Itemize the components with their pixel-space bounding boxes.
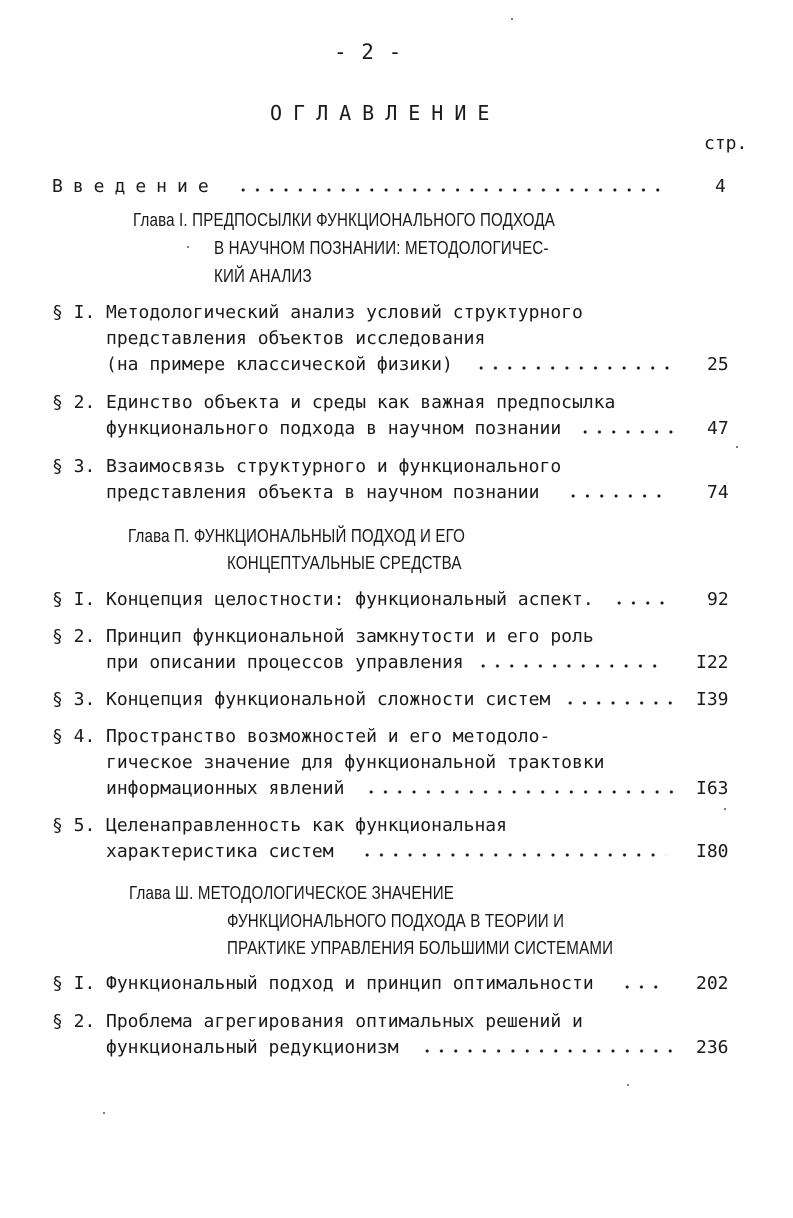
page-ref: 25	[707, 354, 729, 375]
page-ref: 74	[707, 482, 729, 503]
section-mark: § 4.	[52, 726, 96, 747]
dot-leader	[563, 701, 675, 705]
section-title-line: (на примере классической физики)	[106, 354, 453, 375]
section-mark: § I.	[52, 589, 96, 610]
chapter-title-line: В НАУЧНОМ ПОЗНАНИИ: МЕТОДОЛОГИЧЕС-	[214, 238, 549, 258]
chapter-title-line: КОНЦЕПТУАЛЬНЫЕ СРЕДСТВА	[227, 553, 462, 573]
dot-leader	[474, 366, 674, 370]
dot-leader	[364, 790, 676, 794]
section-title-line: при описании процессов управления	[106, 652, 464, 673]
section-title-line: Концепция функциональной сложности систем	[106, 689, 551, 710]
page-ref: 236	[696, 1037, 729, 1058]
section-mark: § 5.	[52, 815, 96, 836]
chapter-title-line: Глава Ш. МЕТОДОЛОГИЧЕСКОЕ ЗНАЧЕНИЕ	[129, 883, 455, 903]
page-ref: I80	[696, 841, 729, 862]
dot-leader	[420, 1049, 674, 1053]
toc-heading: ОГЛАВЛЕНИЕ	[270, 101, 501, 125]
section-title-line: гическое значение для функциональной трактовки	[106, 752, 605, 773]
scan-speck	[627, 1084, 629, 1086]
section-title-line: Методологический анализ условий структурного	[106, 302, 583, 323]
chapter-title-line: ФУНКЦИОНАЛЬНОГО ПОДХОДА В ТЕОРИИ И	[227, 911, 565, 931]
chapter-title-line: Глава I. ПРЕДПОСЫЛКИ ФУНКЦИОНАЛЬНОГО ПОДХОДА	[133, 210, 556, 230]
dot-leader	[620, 985, 666, 989]
dot-leader	[360, 853, 666, 857]
page-column-label: стр.	[704, 133, 748, 154]
dot-leader	[578, 430, 674, 434]
scan-speck	[724, 808, 726, 810]
section-mark: § 3.	[52, 689, 96, 710]
page-ref: I39	[696, 689, 729, 710]
section-mark: § I.	[52, 973, 96, 994]
intro-label: Введение	[52, 176, 219, 197]
scan-speck	[103, 1112, 105, 1114]
section-title-line: характеристика систем	[106, 841, 334, 862]
chapter-title-line: ПРАКТИКЕ УПРАВЛЕНИЯ БОЛЬШИМИ СИСТЕМАМИ	[227, 938, 614, 958]
page-ref: 47	[707, 418, 729, 439]
section-mark: § 2.	[52, 626, 96, 647]
section-title-line: Пространство возможностей и его методоло-	[106, 726, 551, 747]
section-title-line: Единство объекта и среды как важная предпосылка	[106, 392, 616, 413]
page-ref: 202	[696, 973, 729, 994]
section-title-line: функциональный редукционизм	[106, 1037, 399, 1058]
section-title-line: информационных явлений	[106, 778, 345, 799]
dot-leader	[476, 664, 666, 668]
chapter-title-line: КИЙ АНАЛИЗ	[214, 266, 312, 286]
dot-leader	[612, 601, 666, 605]
section-title-line: Принцип функциональной замкнутости и его роль	[106, 626, 594, 647]
section-title-line: представления объекта в научном познании	[106, 482, 540, 503]
chapter-title-line: Глава П. ФУНКЦИОНАЛЬНЫЙ ПОДХОД И ЕГО	[128, 526, 466, 546]
section-title-line: Проблема агрегирования оптимальных решений и	[106, 1011, 583, 1032]
scan-speck	[736, 446, 738, 448]
dot-leader	[236, 188, 666, 192]
section-mark: § 2.	[52, 1011, 96, 1032]
page-number: - 2 -	[334, 40, 403, 64]
page-ref: I22	[696, 652, 729, 673]
section-title-line: Взаимосвязь структурного и функционального	[106, 456, 562, 477]
section-mark: § 3.	[52, 456, 96, 477]
section-title-line: Целенаправленность как функциональная	[106, 815, 507, 836]
section-title-line: функционального подхода в научном познании	[106, 418, 562, 439]
scan-speck	[187, 246, 189, 248]
section-title-line: Концепция целостности: функциональный аспект.	[106, 589, 594, 610]
scan-speck	[511, 18, 513, 20]
section-title-line: Функциональный подход и принцип оптимальности	[106, 973, 594, 994]
section-title-line: представления объектов исследования	[106, 328, 486, 349]
page-ref: I63	[696, 778, 729, 799]
dot-leader	[566, 494, 666, 498]
page-ref: 4	[715, 176, 726, 197]
page-ref: 92	[707, 589, 729, 610]
section-mark: § I.	[52, 302, 96, 323]
section-mark: § 2.	[52, 392, 96, 413]
